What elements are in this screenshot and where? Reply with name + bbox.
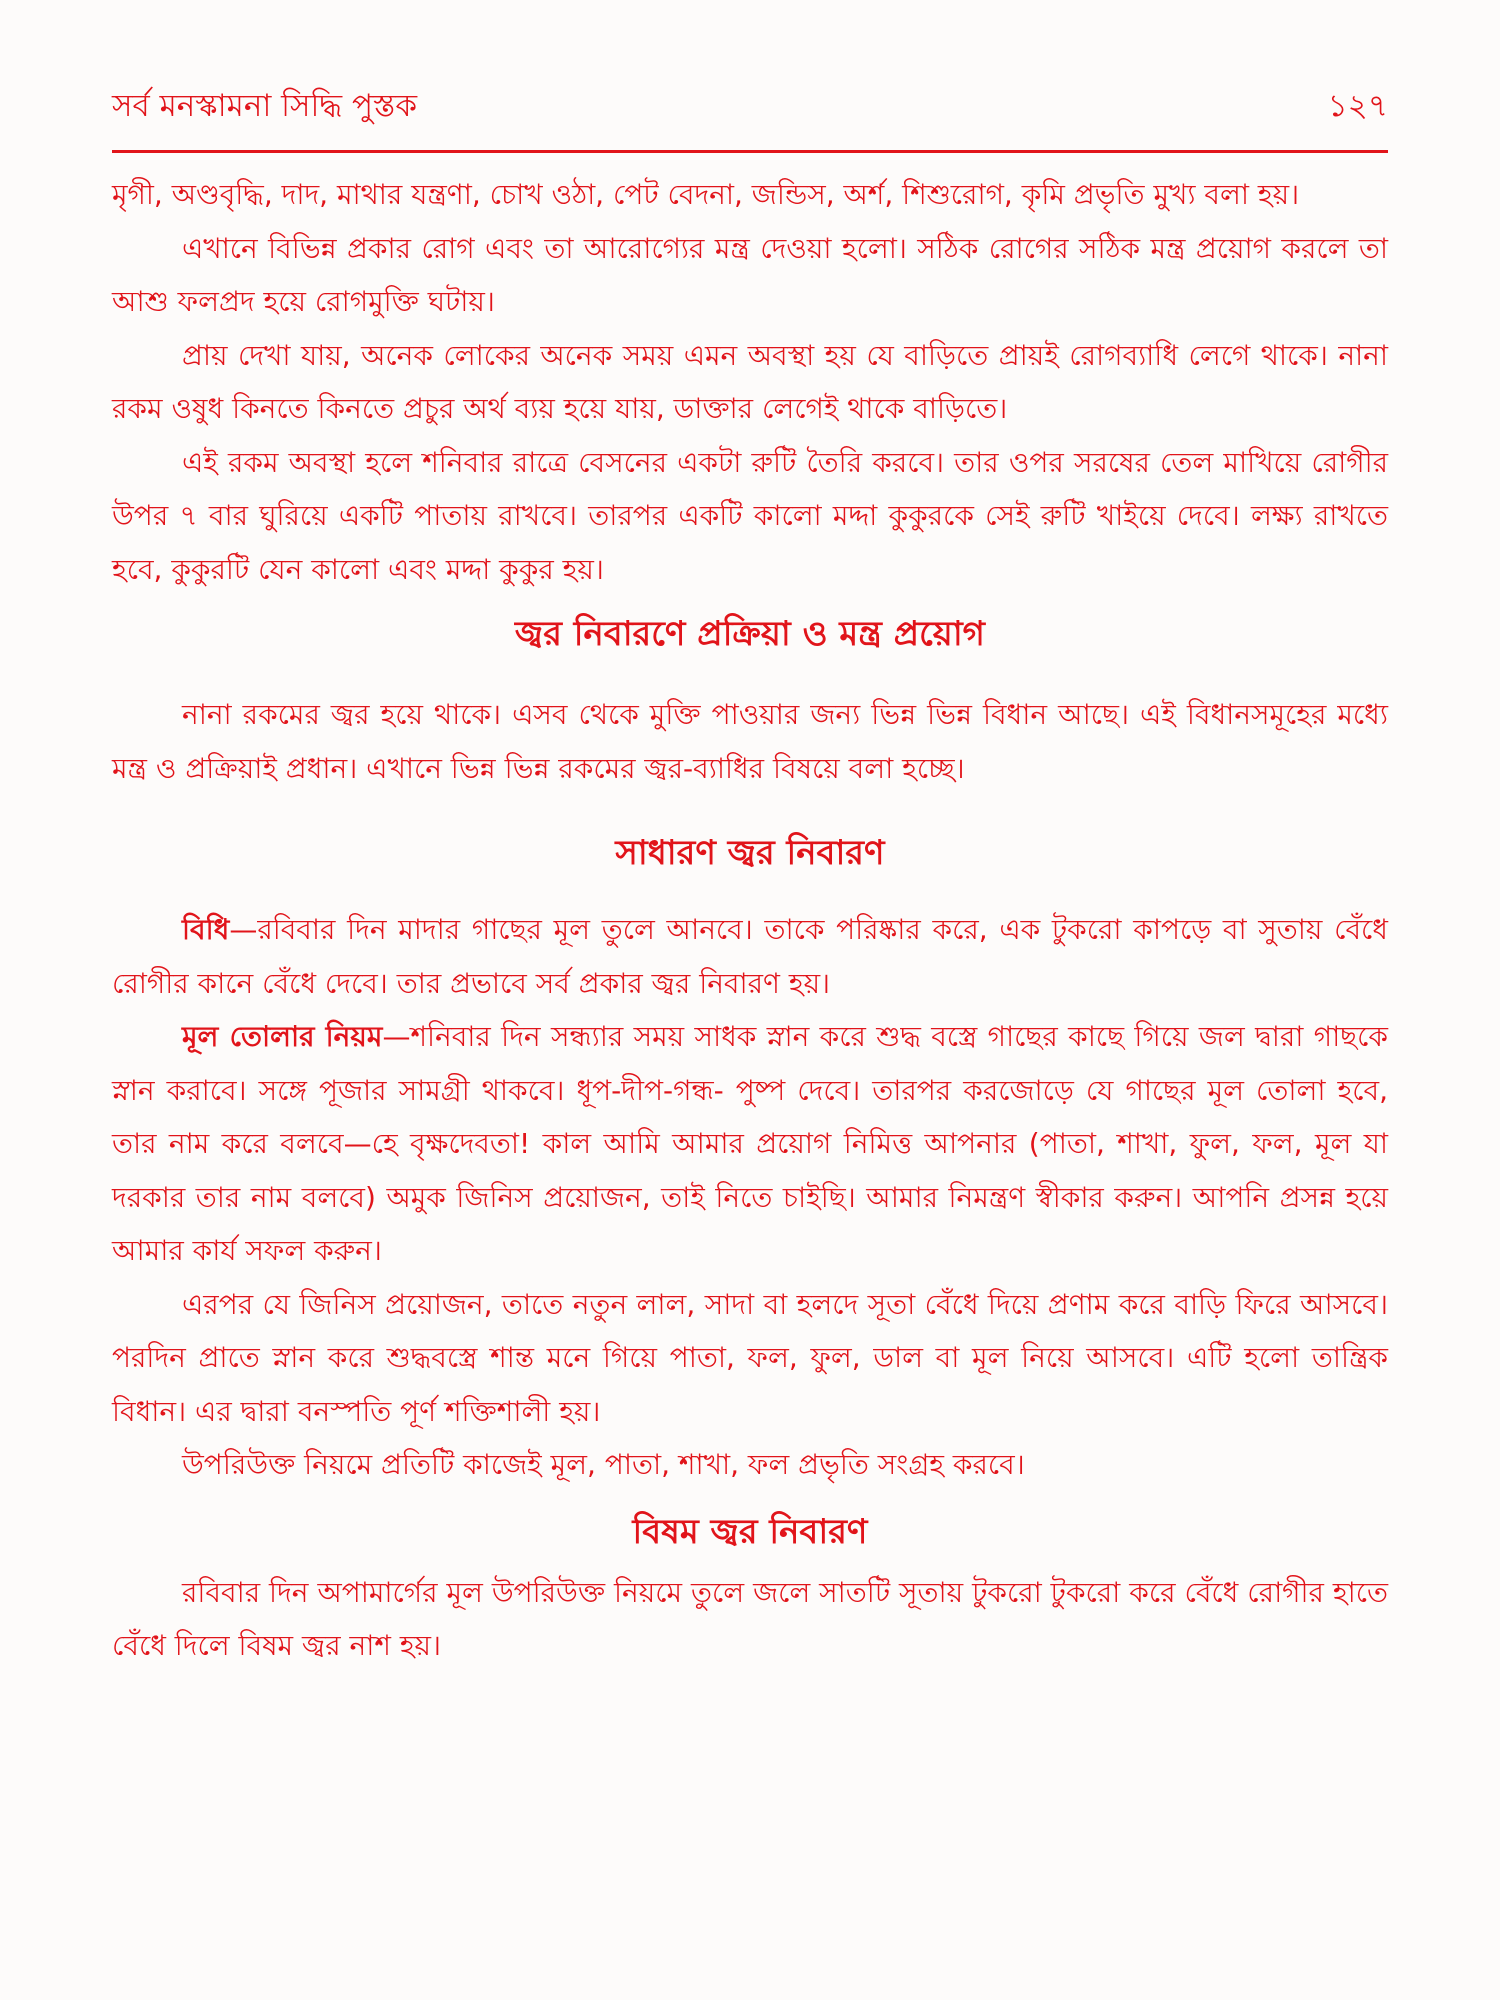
book-title: সর্ব মনস্কামনা সিদ্ধি পুস্তক bbox=[112, 88, 418, 124]
vidhi-lead: বিধি bbox=[182, 913, 230, 946]
paragraph-collection-note: উপরিউক্ত নিয়মে প্রতিটি কাজেই মূল, পাতা, শাখা, ফল প্রভৃতি সংগ্রহ করবে। bbox=[182, 1448, 1025, 1481]
vidhi-text: —রবিবার দিন মাদার গাছের মূল তুলে আনবে। তাকে পরিষ্কার করে, এক টুকরো কাপড়ে বা সুতায় বেঁধে রোগীর কানে বেঁধে দেবে। তার প্রভাবে সর্ব প্রকার জ্বর নিবারণ হয়। bbox=[112, 913, 1388, 1000]
running-head bbox=[112, 82, 1388, 130]
paragraph-disease-list: মৃগী, অণ্ডবৃদ্ধি, দাদ, মাথার যন্ত্রণা, চোখ ওঠা, পেট বেদনা, জন্ডিস, অর্শ, শিশুরোগ, কৃমি প্রভৃতি মুখ্য বলা হয়। bbox=[112, 178, 1300, 211]
paragraph-saturday-remedy: এই রকম অবস্থা হলে শনিবার রাত্রে বেসনের একটা রুটি তৈরি করবে। তার ওপর সরষের তেল মাখিয়ে রোগীর উপর ৭ বার ঘুরিয়ে একটি পাতায় রাখবে। তারপর একটি কালো মদ্দা কুকুরকে সেই রুটি খাইয়ে দেবে। লক্ষ্য রাখতে হবে, কুকুরটি যেন কালো এবং মদ্দা কুকুর হয়। bbox=[112, 445, 1388, 586]
paragraph-apamarga-remedy: রবিবার দিন অপামার্গের মূল উপরিউক্ত নিয়মে তুলে জলে সাতটি সূতায় টুকরো টুকরো করে বেঁধে রোগীর হাতে বেঁধে দিলে বিষম জ্বর নাশ হয়। bbox=[112, 1575, 1388, 1662]
root-rule-text: —শনিবার দিন সন্ধ্যার সময় সাধক স্নান করে শুদ্ধ বস্ত্রে গাছের কাছে গিয়ে জল দ্বারা গাছকে স্নান করাবে। সঙ্গে পূজার সামগ্রী থাকবে। ধূপ-দীপ-গন্ধ- পুষ্প দেবে। তারপর করজোড়ে যে গাছের মূল তোলা হবে, তার নাম করে বলবে—হে বৃক্ষদেবতা! কাল আমি আমার প্রয়োগ নিমিত্ত আপনার (পাতা, শাখা, ফুল, ফল, মূল যা দরকার তার নাম বলবে) অমুক জিনিস প্রয়োজন, তাই নিতে চাইছি। আমার নিমন্ত্রণ স্বীকার করুন। আপনি প্রসন্ন হয়ে আমার কার্য সফল করুন। bbox=[112, 1020, 1388, 1267]
paragraph-mantra-intro: এখানে বিভিন্ন প্রকার রোগ এবং তা আরোগ্যের মন্ত্র দেওয়া হলো। সঠিক রোগের সঠিক মন্ত্র প্রয়োগ করলে তা আশু ফলপ্রদ হয়ে রোগমুক্তি ঘটায়। bbox=[112, 231, 1388, 318]
heading-intermittent-fever: বিষম জ্বর নিবারণ bbox=[632, 1511, 868, 1552]
paragraph-thread-tying: এরপর যে জিনিস প্রয়োজন, তাতে নতুন লাল, সাদা বা হলদে সূতা বেঁধে দিয়ে প্রণাম করে বাড়ি ফিরে আসবে। পরদিন প্রাতে স্নান করে শুদ্ধবস্ত্রে শান্ত মনে গিয়ে পাতা, ফল, ফুল, ডাল বা মূল নিয়ে আসবে। এটি হলো তান্ত্রিক বিধান। এর দ্বারা বনস্পতি পূর্ণ শক্তিশালী হয়। bbox=[112, 1287, 1388, 1428]
paragraph-vidhi bbox=[112, 903, 1388, 1010]
paragraph-root-collection-rule bbox=[112, 1010, 1388, 1278]
page-number: ১২৭ bbox=[1327, 88, 1388, 124]
heading-common-fever: সাধারণ জ্বর নিবারণ bbox=[615, 833, 885, 873]
paragraph-household-illness: প্রায় দেখা যায়, অনেক লোকের অনেক সময় এমন অবস্থা হয় যে বাড়িতে প্রায়ই রোগব্যাধি লেগে থাকে। নানা রকম ওষুধ কিনতে কিনতে প্রচুর অর্থ ব্যয় হয়ে যায়, ডাক্তার লেগেই থাকে বাড়িতে। bbox=[112, 338, 1388, 425]
paragraph-fever-types: নানা রকমের জ্বর হয়ে থাকে। এসব থেকে মুক্তি পাওয়ার জন্য ভিন্ন ভিন্ন বিধান আছে। এই বিধানসমূহের মধ্যে মন্ত্র ও প্রক্রিয়াই প্রধান। এখানে ভিন্ন ভিন্ন রকমের জ্বর-ব্যাধির বিষয়ে বলা হচ্ছে। bbox=[112, 698, 1388, 785]
page-content bbox=[112, 168, 1388, 1673]
root-rule-lead: মূল তোলার নিয়ম bbox=[182, 1020, 383, 1053]
heading-fever-procedure: জ্বর নিবারণে প্রক্রিয়া ও মন্ত্র প্রয়োগ bbox=[515, 614, 985, 654]
header-rule bbox=[112, 150, 1388, 153]
